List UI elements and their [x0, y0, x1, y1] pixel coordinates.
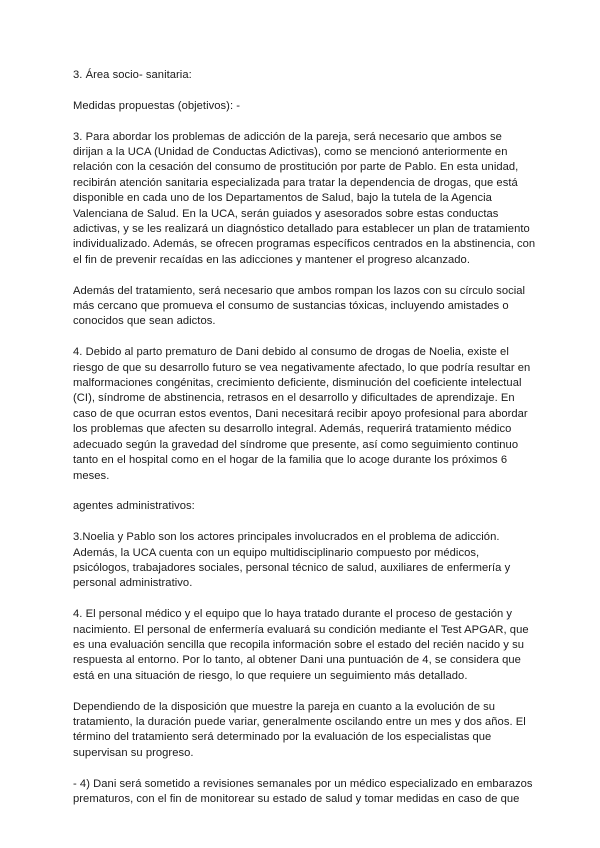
text-line: nacimiento. El personal de enfermería evaluará su condición mediante el Test APGAR, que — [73, 623, 529, 636]
text-line: relación con la cesación del consumo de prostitución por parte de Pablo. En esta unidad, — [73, 161, 519, 174]
text-line: riesgo de que su desarrollo futuro se vea negativamente afectado, lo que podría resultar en — [73, 361, 531, 374]
paragraph — [73, 607, 529, 684]
paragraph — [73, 130, 536, 269]
text-line: (CI), síndrome de abstinencia, retrasos en el desarrollo y dificultades de aprendizaje. En — [73, 392, 515, 405]
paragraph — [73, 777, 533, 808]
text-line: Además, la UCA cuenta con un equipo multidisciplinario compuesto por médicos, — [73, 546, 480, 559]
paragraph — [73, 700, 525, 762]
text-line: dirijan a la UCA (Unidad de Conductas Adictivas), como se mencionó anteriormente en — [73, 146, 508, 158]
paragraph-gap — [73, 330, 525, 345]
paragraph-gap — [73, 83, 525, 98]
paragraph-gap — [73, 268, 525, 283]
paragraph — [73, 68, 525, 83]
paragraph — [73, 530, 525, 592]
text-line: conocidos que sean adictos. — [73, 315, 216, 328]
paragraph — [73, 99, 525, 114]
text-line: prematuros, con el fin de monitorear su estado de salud y tomar medidas en caso de que — [73, 792, 520, 805]
text-line: el fin de prevenir recaídas en las adicciones y mantener el progreso alcanzado. — [73, 253, 470, 266]
text-line: psicólogos, trabajadores sociales, personal técnico de salud, auxiliares de enfermería y — [73, 561, 511, 574]
text-line: Valenciana de Salud. En la UCA, serán guiados y asesorados sobre estas conductas — [73, 207, 499, 220]
text-line: malformaciones congénitas, crecimiento deficiente, disminución del coeficiente intelectual — [73, 377, 522, 390]
text-line: agentes administrativos: — [73, 500, 195, 513]
text-line: personal administrativo. — [73, 577, 193, 590]
text-line: adecuado según la gravedad del síndrome que presente, así como seguimiento continuo — [73, 438, 519, 451]
document-page — [73, 68, 536, 807]
text-line: individualizado. Además, se ofrecen programas específicos centrados en la abstinencia, con — [73, 238, 536, 251]
paragraph-gap — [73, 684, 525, 699]
text-line: Dependiendo de la disposición que muestre la pareja en cuanto a la evolución de su — [73, 700, 496, 713]
text-line: tanto en el hospital como en el hogar de la familia que lo acoge durante los próximos 6 — [73, 454, 508, 467]
paragraph-gap — [73, 515, 525, 530]
paragraph — [73, 499, 525, 514]
text-line: 3. Para abordar los problemas de adicción de la pareja, será necesario que ambos se — [73, 130, 502, 143]
text-line: meses. — [73, 469, 110, 482]
text-line: 3. Área socio- sanitaria: — [73, 69, 192, 81]
text-line: respuesta al entorno. Por lo tanto, al obtener Dani una puntuación de 4, se considera que — [73, 654, 521, 667]
text-line: 4. Debido al parto prematuro de Dani debido al consumo de drogas de Noelia, existe el — [73, 346, 509, 359]
text-line: disponible en cada uno de los Departamentos de Salud, bajo la tutela de la Agencia — [73, 192, 492, 205]
text-line: tratamiento, la duración puede variar, generalmente oscilando entre un mes y dos años. El — [73, 715, 526, 728]
text-line: 3.Noelia y Pablo son los actores principales involucrados en el problema de adicción. — [73, 531, 500, 544]
text-line: término del tratamiento será determinado por la evaluación de los especialistas que — [73, 731, 492, 744]
paragraph-gap — [73, 761, 525, 776]
text-line: es una evaluación sencilla que recopila información sobre el estado del recién nacido y su — [73, 638, 525, 651]
text-line: está en una situación de riesgo, lo que requiere un seguimiento más detallado. — [73, 669, 468, 682]
paragraph — [73, 345, 531, 484]
text-line: adictivas, y se les realizará un diagnóstico detallado para establecer un plan de tratamiento — [73, 223, 530, 236]
text-line: supervisan su progreso. — [73, 746, 194, 759]
text-line: - 4) Dani será sometido a revisiones semanales por un médico especializado en embarazos — [73, 777, 533, 790]
text-line: 4. El personal médico y el equipo que lo haya tratado durante el proceso de gestación y — [73, 608, 513, 621]
paragraph-gap — [73, 114, 525, 129]
text-line: recibirán atención sanitaria especializada para tratar la dependencia de drogas, que está — [73, 176, 518, 189]
text-line: los problemas que afecten su desarrollo integral. Además, requerirá tratamiento médico — [73, 423, 512, 436]
paragraph — [73, 284, 525, 330]
text-line: Además del tratamiento, será necesario que ambos rompan los lazos con su círculo social — [73, 284, 526, 297]
text-line: Medidas propuestas (objetivos): - — [73, 99, 241, 112]
paragraph-gap — [73, 592, 525, 607]
text-line: caso de que ocurran estos eventos, Dani necesitará recibir apoyo profesional para abordar — [73, 407, 528, 420]
paragraph-gap — [73, 484, 525, 499]
text-line: más cercano que promueva el consumo de sustancias tóxicas, incluyendo amistades o — [73, 300, 509, 313]
